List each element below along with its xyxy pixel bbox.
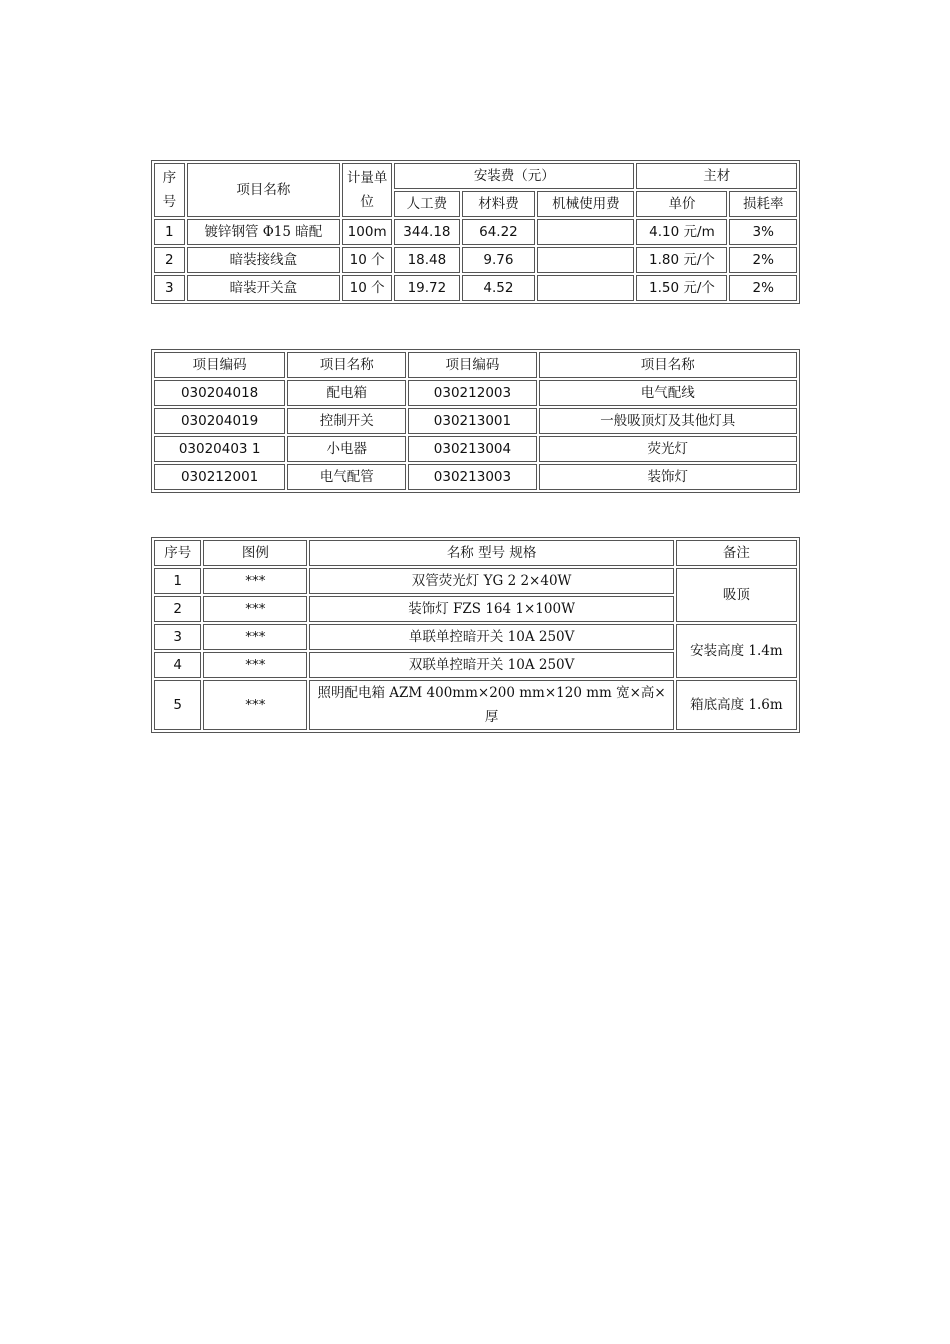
- header-legend: 图例: [203, 540, 307, 566]
- cell-name: 控制开关: [287, 408, 406, 434]
- header-name-2: 项目名称: [539, 352, 797, 378]
- header-install-cost: 安装费（元）: [394, 163, 634, 189]
- cell-loss: 2%: [729, 275, 797, 301]
- cell-code: 030212003: [408, 380, 536, 406]
- installation-cost-table: [151, 160, 800, 304]
- header-code-1: 项目编码: [154, 352, 285, 378]
- cell-legend: ***: [203, 596, 307, 622]
- cell-name: 小电器: [287, 436, 406, 462]
- header-labor: 人工费: [394, 191, 459, 217]
- cell-code: 030204019: [154, 408, 285, 434]
- header-unit: 计量单位: [342, 163, 392, 217]
- table-row: [154, 247, 797, 273]
- cell-code: 030204018: [154, 380, 285, 406]
- cell-seq: 2: [154, 596, 201, 622]
- cell-spec: 照明配电箱 AZM 400mm×200 mm×120 mm 宽×高×厚: [309, 680, 673, 730]
- cell-code: 030213004: [408, 436, 536, 462]
- cell-name: 电气配线: [539, 380, 797, 406]
- table-row: [154, 568, 797, 594]
- cell-name: 一般吸顶灯及其他灯具: [539, 408, 797, 434]
- project-code-table: [151, 349, 800, 493]
- cell-seq: 5: [154, 680, 201, 730]
- table-row: [154, 275, 797, 301]
- header-notes: 备注: [676, 540, 797, 566]
- cell-labor: 18.48: [394, 247, 459, 273]
- cell-price: 1.50 元/个: [636, 275, 727, 301]
- cell-machine: [537, 275, 634, 301]
- cell-material: 64.22: [462, 219, 536, 245]
- cell-spec: 单联单控暗开关 10A 250V: [309, 624, 673, 650]
- cell-note: 箱底高度 1.6m: [676, 680, 797, 730]
- header-material: 材料费: [462, 191, 536, 217]
- cell-seq: 1: [154, 568, 201, 594]
- equipment-legend-table: [151, 537, 800, 733]
- cell-machine: [537, 247, 634, 273]
- cell-note: 吸顶: [676, 568, 797, 622]
- cell-material: 9.76: [462, 247, 536, 273]
- cell-spec: 双联单控暗开关 10A 250V: [309, 652, 673, 678]
- cell-name: 电气配管: [287, 464, 406, 490]
- cell-code: 030212001: [154, 464, 285, 490]
- header-code-2: 项目编码: [408, 352, 536, 378]
- header-seq: 序号: [154, 540, 201, 566]
- cell-spec: 装饰灯 FZS 164 1×100W: [309, 596, 673, 622]
- cell-code: 030213003: [408, 464, 536, 490]
- cell-code: 030213001: [408, 408, 536, 434]
- cell-legend: ***: [203, 652, 307, 678]
- cell-spec: 双管荧光灯 YG 2 2×40W: [309, 568, 673, 594]
- cell-seq: 3: [154, 275, 185, 301]
- cell-code: 03020403 1: [154, 436, 285, 462]
- cell-material: 4.52: [462, 275, 536, 301]
- cell-note: 安装高度 1.4m: [676, 624, 797, 678]
- cell-seq: 2: [154, 247, 185, 273]
- header-loss: 损耗率: [729, 191, 797, 217]
- header-name: 项目名称: [187, 163, 340, 217]
- table-row: [154, 408, 797, 434]
- cell-unit: 10 个: [342, 275, 392, 301]
- cell-loss: 3%: [729, 219, 797, 245]
- cell-name: 暗装开关盒: [187, 275, 340, 301]
- cell-name: 荧光灯: [539, 436, 797, 462]
- cell-unit: 10 个: [342, 247, 392, 273]
- header-machine: 机械使用费: [537, 191, 634, 217]
- cell-price: 1.80 元/个: [636, 247, 727, 273]
- cell-machine: [537, 219, 634, 245]
- cell-seq: 3: [154, 624, 201, 650]
- cell-name: 装饰灯: [539, 464, 797, 490]
- table-row: [154, 680, 797, 730]
- header-main-material: 主材: [636, 163, 797, 189]
- table-row: [154, 380, 797, 406]
- table-row: [154, 624, 797, 650]
- cell-name: 配电箱: [287, 380, 406, 406]
- cell-legend: ***: [203, 624, 307, 650]
- cell-seq: 1: [154, 219, 185, 245]
- cell-labor: 19.72: [394, 275, 459, 301]
- cell-seq: 4: [154, 652, 201, 678]
- cell-loss: 2%: [729, 247, 797, 273]
- cell-price: 4.10 元/m: [636, 219, 727, 245]
- cell-name: 镀锌钢管 Φ15 暗配: [187, 219, 340, 245]
- cell-name: 暗装接线盒: [187, 247, 340, 273]
- header-name-1: 项目名称: [287, 352, 406, 378]
- cell-legend: ***: [203, 568, 307, 594]
- table-row: [154, 436, 797, 462]
- header-price: 单价: [636, 191, 727, 217]
- header-spec: 名称 型号 规格: [309, 540, 673, 566]
- cell-unit: 100m: [342, 219, 392, 245]
- table-row: [154, 464, 797, 490]
- header-seq: 序号: [154, 163, 185, 217]
- table-row: [154, 219, 797, 245]
- cell-legend: ***: [203, 680, 307, 730]
- cell-labor: 344.18: [394, 219, 459, 245]
